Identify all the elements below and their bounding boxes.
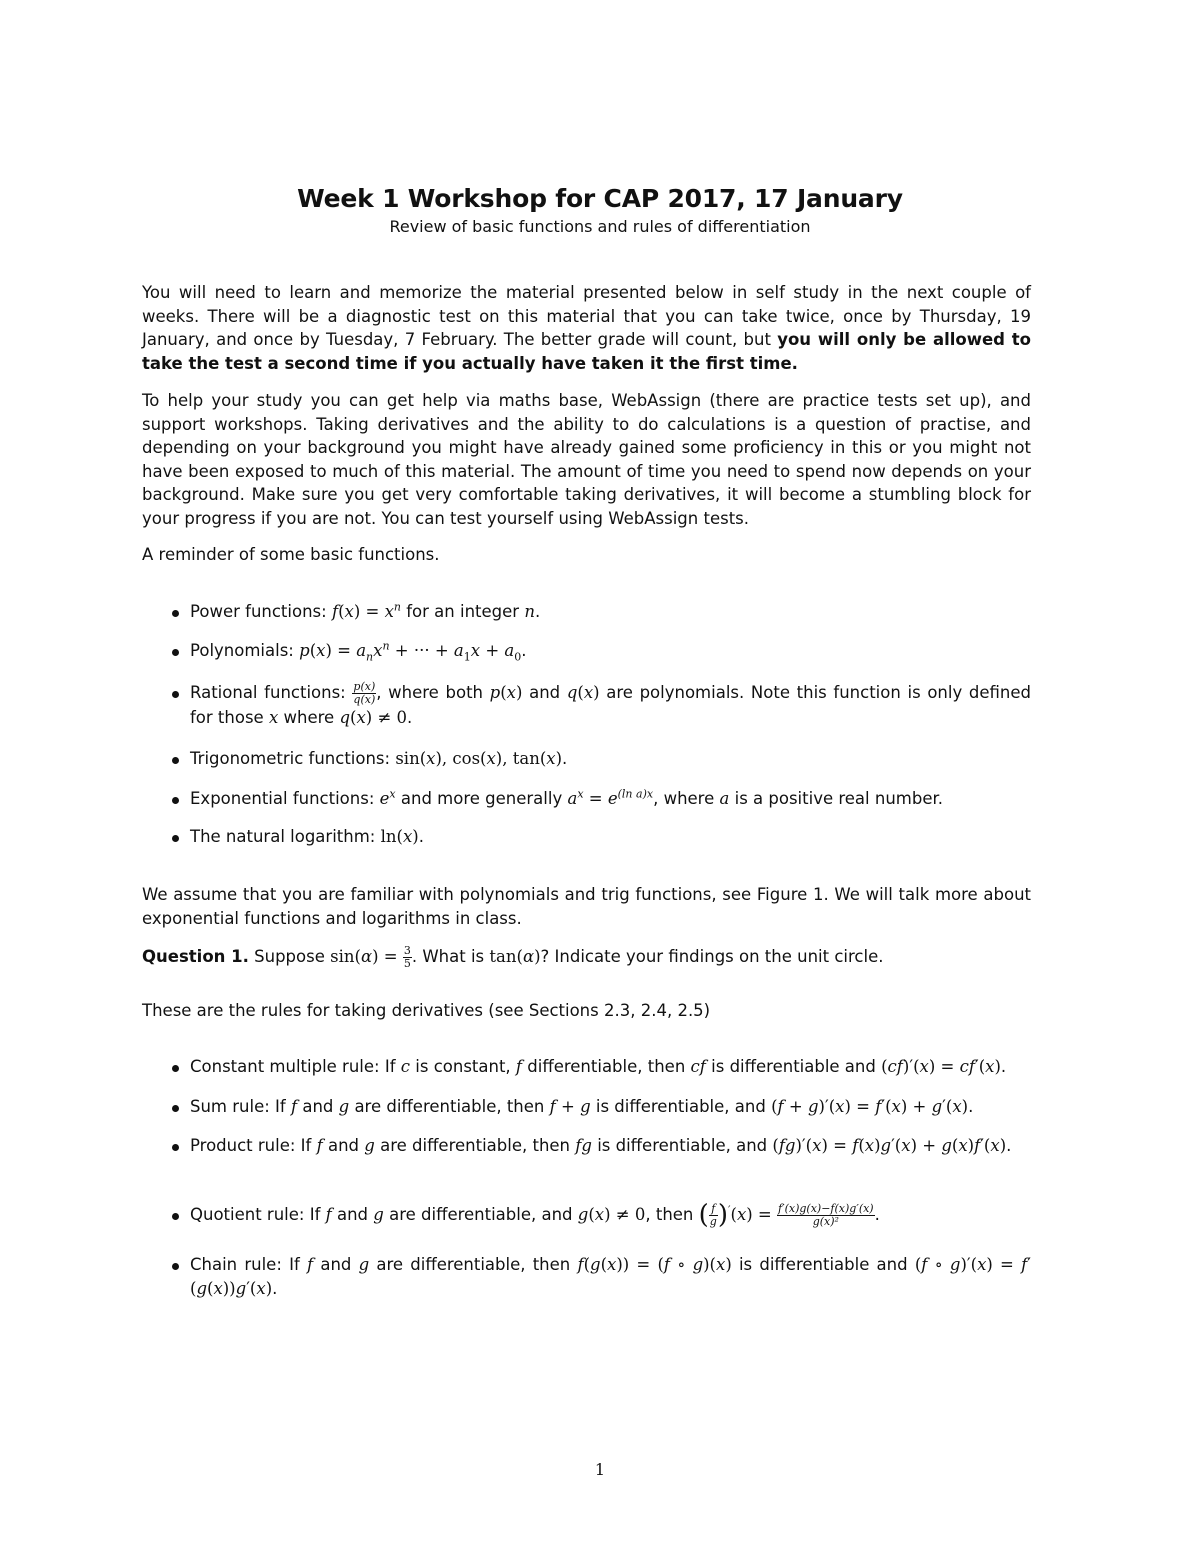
paragraph-figure-reference [142, 883, 1031, 930]
list-item-chain-rule: Chain rule: If f and g are differentiable, then f(g(x)) = (f ∘ g)(x) is differentiable and (f ∘ g)′(x) = f′(g(x))g′(x). [142, 1253, 1031, 1300]
intro-paragraph-2-text: To help your study you can get help via maths base, WebAssign (there are practice tests set up), and support workshops. Taking derivatives and the ability to do calculations is a question of practise, and depending on your background you might have already gained some proficiency in this or you might not have been exposed to much of this material. The amount of time you need to spend now depends on your background. Make sure you get very comfortable taking derivatives, it will become a stumbling block for your progress if you are not. You can test yourself using WebAssign tests. [142, 391, 1031, 528]
document-subtitle: Review of basic functions and rules of differentiation [389, 217, 811, 236]
f-over-g-fraction: $\frac{f}{g}$ [709, 1202, 717, 1228]
bullet-icon [172, 1263, 179, 1270]
bullet-icon [172, 757, 179, 764]
bullet-icon [172, 1065, 179, 1072]
intro-paragraph-1 [142, 281, 1031, 375]
paragraph-figure-reference-text: We assume that you are familiar with polynomials and trig functions, see Figure 1. We will talk more about exponential functions and logarithms in class. [142, 885, 1031, 928]
bullet-icon [172, 691, 179, 698]
list-item-polynomials: Polynomials: $p(x) = a_nx^n$ + ··· + $a_1x + a_0$. [142, 639, 1031, 663]
rational-fraction: $\frac{p(x)}{q(x)}$ [353, 680, 376, 706]
intro-paragraph-3 [142, 543, 1031, 567]
bullet-icon [172, 610, 179, 617]
document-title: Week 1 Workshop for CAP 2017, 17 January [297, 184, 903, 213]
list-item-rational: Rational functions: $\frac{p(x)}{q(x)}$ , where both p(x) and q(x) are polynomials. Note this function is only defined for those x where q(x) ≠ 0. [142, 681, 1031, 730]
quotient-rule-fraction: $\frac{f'(x)g(x)-f(x)g'(x)}{\text{g(x)²}}$ [778, 1202, 874, 1228]
list-item-logarithm: The natural logarithm: ln(x). [142, 825, 1031, 849]
list-item-power: Power functions: $f(x) = x^n$ for an integer n. [142, 600, 1031, 624]
list-item-quotient-rule: Quotient rule: If f and g are differentiable, and g(x) ≠ 0, then ( $\frac{f}{g}$ )′(x) = $\frac{f'(x)g(x)-f(x)g'(x)}{\text{g(x)²}}$ . [142, 1203, 1031, 1228]
paragraph-derivative-rules-text: These are the rules for taking derivatives (see Sections 2.3, 2.4, 2.5) [142, 1001, 711, 1020]
intro-paragraph-2 [142, 389, 1031, 530]
bullet-icon [172, 1213, 179, 1220]
paragraph-derivative-rules [142, 999, 1031, 1023]
list-item-product-rule: Product rule: If f and g are differentiable, then fg is differentiable, and (fg)′(x) = f(x)g′(x) + g(x)f′(x). [142, 1134, 1031, 1158]
list-item-constant-multiple-rule: Constant multiple rule: If c is constant, f differentiable, then cf is differentiable and (cf)′(x) = cf′(x). [142, 1055, 1031, 1079]
list-item-trig: Trigonometric functions: sin(x), cos(x), tan(x). [142, 747, 1031, 771]
bullet-icon [172, 1144, 179, 1151]
question-1: Question 1. Suppose sin(α) = $\frac{3}{5}$ . What is tan(α)? Indicate your findings on the unit circle. [142, 944, 884, 970]
intro-bold-text: you will only be allowed to take the test a second time if you actually have taken it the first time. [142, 330, 1031, 373]
list-item-sum-rule: Sum rule: If f and g are differentiable, then f + g is differentiable, and (f + g)′(x) = f′(x) + g′(x). [142, 1095, 1031, 1119]
bullet-icon [172, 1105, 179, 1112]
bullet-icon [172, 797, 179, 804]
question-label: Question 1. [142, 947, 249, 966]
question-fraction: $\frac{3}{5}$ [403, 944, 411, 970]
bullet-icon [172, 835, 179, 842]
bullet-icon [172, 649, 179, 656]
intro-text: You will need to learn and memorize the material presented below in self study in the next couple of weeks. There will be a diagnostic test on this material that you can take twice, once by Thursday, 19 January, and once by Tuesday, 7 February. The better grade will count, but [142, 283, 1031, 349]
intro-paragraph-3-text: A reminder of some basic functions. [142, 545, 440, 564]
page-number: 1 [594, 1460, 606, 1479]
list-item-exponential: Exponential functions: $e^x$ and more generally $a^x = e^{(ln a)x}$, where a is a positive real number. [142, 787, 1031, 811]
